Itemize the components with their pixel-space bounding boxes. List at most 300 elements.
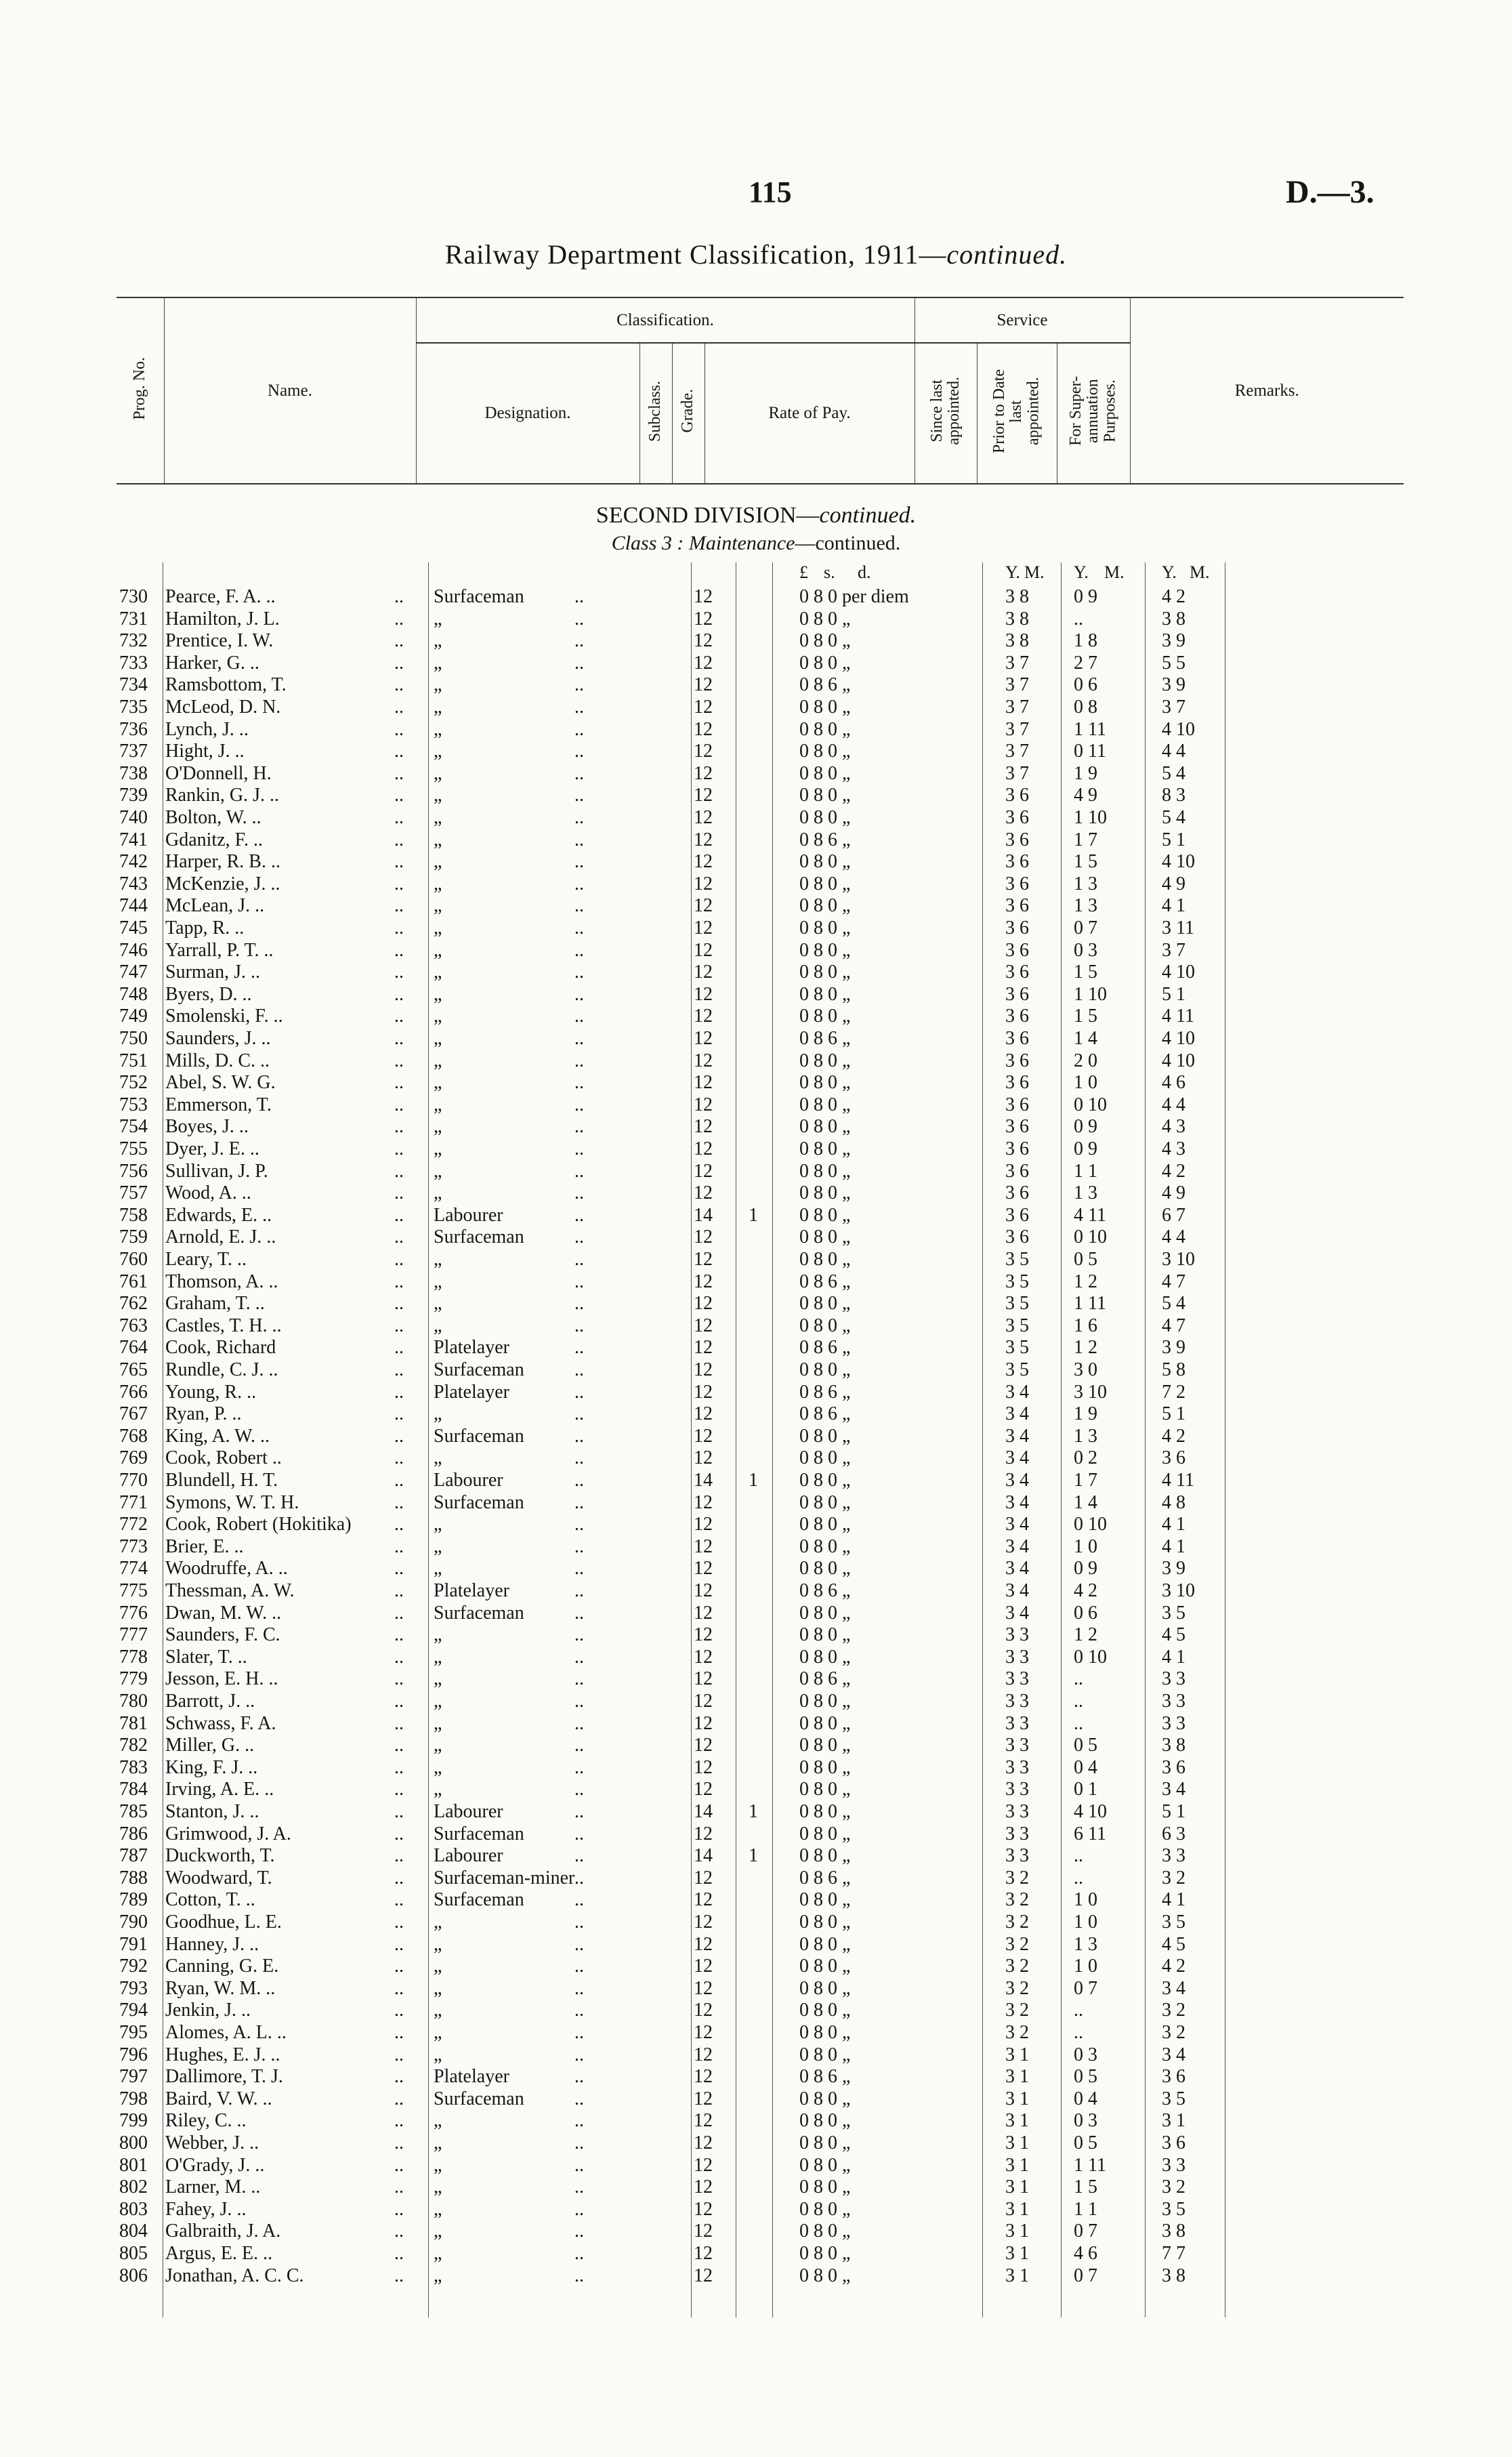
rate-of-pay-cell: 0 8 0 „ [799,1646,851,1668]
name-cell: King, F. J. .. [165,1756,258,1778]
rate-of-pay-cell: 0 8 6 „ [799,1403,851,1425]
dots: .. [394,1028,404,1049]
prior-to-date-cell: 0 4 [1074,2088,1097,2109]
prior-to-date-cell: 1 0 [1074,1912,1097,1933]
rate-of-pay-cell: 0 8 0 „ [799,807,851,828]
rate-of-pay-cell: 0 8 0 „ [799,1359,851,1380]
prior-to-date-cell: .. [1074,1845,1083,1867]
table-row [0,1249,1512,1271]
subclass-cell: 14 [694,1204,713,1226]
superannuation-cell: 3 9 [1162,674,1185,696]
dots: .. [574,1889,584,1911]
prog-no-cell: 731 [119,608,148,629]
prog-no-cell: 752 [119,1072,148,1094]
prior-to-date-cell: 0 10 [1074,1646,1107,1668]
superannuation-cell: 7 7 [1162,2243,1185,2264]
table-row [0,1138,1512,1161]
prior-to-date-cell: 1 3 [1074,873,1097,894]
dots: .. [394,807,404,828]
table-row [0,873,1512,896]
prog-no-cell: 785 [119,1801,148,1822]
dots: .. [394,1956,404,1977]
table-row [0,1912,1512,1934]
designation-cell: „ [434,1293,442,1315]
prior-to-date-cell: 1 3 [1074,895,1097,917]
name-cell: Irving, A. E. .. [165,1779,274,1800]
designation-cell: Platelayer [434,1580,509,1601]
designation-cell: „ [434,1028,442,1049]
dots: .. [394,1359,404,1380]
unit-pound: £ [799,562,808,582]
prior-to-date-cell: 1 0 [1074,1535,1097,1557]
since-last-cell: 3 4 [1005,1602,1029,1624]
designation-cell: Surfaceman [434,1889,524,1911]
dots: .. [574,1403,584,1425]
rate-of-pay-cell: 0 8 0 „ [799,2000,851,2021]
name-cell: Bolton, W. .. [165,807,261,828]
table-row [0,807,1512,829]
table-row [0,2132,1512,2155]
subclass-cell: 12 [694,2088,713,2109]
table-row [0,1823,1512,1846]
designation-cell: Platelayer [434,1381,509,1403]
since-last-cell: 3 6 [1005,1116,1029,1138]
dots: .. [574,741,584,762]
superannuation-cell: 5 1 [1162,1801,1185,1822]
name-cell: Galbraith, J. A. [165,2221,281,2242]
unit-months-since: M. [1024,562,1045,582]
table-row [0,1271,1512,1294]
superannuation-cell: 3 8 [1162,2265,1185,2286]
rate-of-pay-cell: 0 8 0 „ [799,1226,851,1248]
dots: .. [574,1204,584,1226]
rate-of-pay-cell: 0 8 0 „ [799,2132,851,2153]
superannuation-cell: 4 4 [1162,1226,1185,1248]
prog-no-cell: 733 [119,652,148,674]
dots: .. [574,1447,584,1469]
dots: .. [394,983,404,1005]
subclass-cell: 12 [694,1359,713,1380]
name-cell: Symons, W. T. H. [165,1491,299,1513]
subclass-cell: 12 [694,1668,713,1690]
superannuation-cell: 4 6 [1162,1072,1185,1094]
superannuation-cell: 3 5 [1162,1602,1185,1624]
prog-no-cell: 787 [119,1845,148,1867]
since-last-cell: 3 6 [1005,1050,1029,1071]
table-row [0,1801,1512,1823]
table-row [0,719,1512,741]
subclass-cell: 12 [694,1160,713,1182]
subclass-cell: 14 [694,1845,713,1867]
subclass-cell: 12 [694,2176,713,2198]
designation-cell: „ [434,1072,442,1094]
dots: .. [394,1867,404,1888]
prog-no-cell: 778 [119,1646,148,1668]
subclass-cell: 12 [694,807,713,828]
division-name: SECOND DIVISION— [595,503,820,528]
rate-of-pay-cell: 0 8 0 „ [799,1470,851,1491]
dots: .. [574,1823,584,1844]
name-cell: Woodward, T. [165,1867,272,1888]
header-designation: Designation. [416,343,639,484]
since-last-cell: 3 7 [1005,741,1029,762]
prior-to-date-cell: 6 11 [1074,1823,1106,1844]
dots: .. [574,1735,584,1756]
since-last-cell: 3 6 [1005,785,1029,806]
prior-to-date-cell: 1 6 [1074,1315,1097,1336]
dots: .. [394,1204,404,1226]
prior-to-date-cell: .. [1074,2022,1083,2043]
dots: .. [394,829,404,850]
prior-to-date-cell: 0 10 [1074,1226,1107,1248]
prog-no-cell: 750 [119,1028,148,1049]
name-cell: Thessman, A. W. [165,1580,295,1601]
subclass-cell: 12 [694,2265,713,2286]
since-last-cell: 3 1 [1005,2132,1029,2153]
subclass-cell: 12 [694,630,713,652]
subclass-cell: 12 [694,718,713,740]
prog-no-cell: 798 [119,2088,148,2109]
name-cell: Cook, Richard [165,1337,276,1359]
rate-of-pay-cell: 0 8 0 „ [799,1514,851,1535]
table-row [0,1713,1512,1735]
prog-no-cell: 732 [119,630,148,652]
prog-no-cell: 768 [119,1425,148,1447]
designation-cell: „ [434,697,442,718]
prior-to-date-cell: 0 11 [1074,741,1106,762]
dots: .. [574,1293,584,1315]
prior-to-date-cell: 4 10 [1074,1801,1107,1822]
designation-cell: „ [434,829,442,850]
subclass-cell: 12 [694,1956,713,1977]
rate-of-pay-cell: 0 8 0 „ [799,1735,851,1756]
table-row [0,1315,1512,1338]
table-row [0,1934,1512,1956]
subclass-cell: 12 [694,2154,713,2176]
table-row [0,1161,1512,1183]
name-cell: Ryan, P. .. [165,1403,242,1425]
dots: .. [574,2044,584,2065]
name-cell: Miller, G. .. [165,1735,255,1756]
designation-cell: „ [434,630,442,652]
since-last-cell: 3 4 [1005,1403,1029,1425]
rate-of-pay-cell: 0 8 0 „ [799,2110,851,2132]
title-continued: continued. [946,239,1068,270]
rate-of-pay-cell: 0 8 0 „ [799,2022,851,2043]
table-row [0,1845,1512,1867]
table-row [0,851,1512,873]
table-row [0,1226,1512,1249]
prog-no-cell: 806 [119,2265,148,2286]
superannuation-cell: 4 2 [1162,586,1185,607]
name-cell: Smolenski, F. .. [165,1006,283,1027]
since-last-cell: 3 7 [1005,652,1029,674]
dots: .. [394,1006,404,1027]
prog-no-cell: 740 [119,807,148,828]
superannuation-cell: 3 8 [1162,608,1185,629]
name-cell: McKenzie, J. .. [165,873,280,894]
prior-to-date-cell: 1 2 [1074,1624,1097,1646]
since-last-cell: 3 1 [1005,2198,1029,2220]
name-cell: Gdanitz, F. .. [165,829,263,850]
table-row [0,1647,1512,1669]
table-row [0,2044,1512,2067]
table-row [0,1182,1512,1205]
designation-cell: „ [434,939,442,961]
dots: .. [394,2110,404,2132]
prog-no-cell: 797 [119,2066,148,2088]
table-row [0,608,1512,631]
superannuation-cell: 4 11 [1162,1470,1194,1491]
prior-to-date-cell: 0 5 [1074,1249,1097,1270]
designation-cell: „ [434,1249,442,1270]
rate-of-pay-cell: 0 8 6 „ [799,1668,851,1690]
name-cell: Barrott, J. .. [165,1691,255,1712]
dots: .. [574,1116,584,1138]
subclass-cell: 12 [694,1823,713,1844]
rate-of-pay-cell: 0 8 0 „ [799,1823,851,1844]
class-prefix: Class 3 : [611,532,689,554]
designation-cell: „ [434,895,442,917]
dots: .. [394,1580,404,1601]
dots: .. [574,1271,584,1292]
rate-of-pay-cell: 0 8 0 „ [799,983,851,1005]
name-cell: Cotton, T. .. [165,1889,255,1911]
prog-no-cell: 746 [119,939,148,961]
prior-to-date-cell: 2 0 [1074,1050,1097,1071]
name-cell: Tapp, R. .. [165,917,245,938]
since-last-cell: 3 6 [1005,1204,1029,1226]
dots: .. [574,652,584,674]
rate-of-pay-cell: 0 8 0 „ [799,1182,851,1204]
name-cell: Hamilton, J. L. [165,608,280,629]
name-cell: Mills, D. C. .. [165,1050,270,1071]
dots: .. [574,2221,584,2242]
prog-no-cell: 741 [119,829,148,850]
designation-cell: Surfaceman [434,1491,524,1513]
dots: .. [574,586,584,607]
header-for-superannuation: For Super- annuation Purposes. [1057,343,1130,484]
superannuation-cell: 3 9 [1162,1558,1185,1580]
prior-to-date-cell: 4 2 [1074,1580,1097,1601]
dots: .. [394,962,404,983]
designation-cell: Surfaceman [434,2088,524,2109]
grade-cell: 1 [749,1845,758,1867]
superannuation-cell: 3 3 [1162,1668,1185,1690]
name-cell: McLean, J. .. [165,895,265,917]
prior-to-date-cell: .. [1074,1668,1083,1690]
prior-to-date-cell: 0 10 [1074,1094,1107,1115]
rate-of-pay-cell: 0 8 6 „ [799,1867,851,1888]
superannuation-cell: 8 3 [1162,785,1185,806]
dots: .. [394,1756,404,1778]
prior-to-date-cell: 1 3 [1074,1182,1097,1204]
designation-cell: „ [434,1271,442,1292]
dots: .. [394,917,404,938]
designation-cell: „ [434,1006,442,1027]
name-cell: Riley, C. .. [165,2110,247,2132]
rate-of-pay-cell: 0 8 0 „ [799,873,851,894]
name-cell: Dyer, J. E. .. [165,1138,259,1159]
prior-to-date-cell: 0 9 [1074,1558,1097,1580]
prior-to-date-cell: 1 1 [1074,1160,1097,1182]
designation-cell: Surfaceman [434,586,524,607]
subclass-cell: 12 [694,2066,713,2088]
grade-cell: 1 [749,1204,758,1226]
table-row [0,2155,1512,2177]
prior-to-date-cell: 1 3 [1074,1425,1097,1447]
designation-cell: „ [434,1624,442,1646]
since-last-cell: 3 3 [1005,1691,1029,1712]
dots: .. [394,1912,404,1933]
prog-no-cell: 771 [119,1491,148,1513]
since-last-cell: 3 2 [1005,1977,1029,1999]
dots: .. [574,1867,584,1888]
prog-no-cell: 753 [119,1094,148,1115]
unit-years-super: Y. [1162,562,1177,582]
designation-cell: „ [434,2198,442,2220]
prior-to-date-cell: 1 7 [1074,829,1097,850]
prior-to-date-cell: 1 11 [1074,718,1106,740]
prior-to-date-cell: 1 4 [1074,1491,1097,1513]
dots: .. [394,1801,404,1822]
dots: .. [574,2154,584,2176]
prog-no-cell: 777 [119,1624,148,1646]
dots: .. [394,630,404,652]
since-last-cell: 3 6 [1005,1006,1029,1027]
prog-no-cell: 767 [119,1403,148,1425]
superannuation-cell: 3 8 [1162,2221,1185,2242]
dots: .. [574,630,584,652]
name-cell: Cook, Robert .. [165,1447,282,1469]
name-cell: Rankin, G. J. .. [165,785,279,806]
prog-no-cell: 759 [119,1226,148,1248]
subclass-cell: 12 [694,829,713,850]
prior-to-date-cell: .. [1074,2000,1083,2021]
dots: .. [394,1226,404,1248]
table-row [0,1624,1512,1647]
dots: .. [394,2221,404,2242]
subclass-cell: 12 [694,1580,713,1601]
since-last-cell: 3 4 [1005,1580,1029,1601]
designation-cell: „ [434,1912,442,1933]
page-number: 115 [749,176,792,209]
subclass-cell: 12 [694,674,713,696]
since-last-cell: 3 2 [1005,1889,1029,1911]
prog-no-cell: 769 [119,1447,148,1469]
dots: .. [394,1691,404,1712]
dots: .. [394,939,404,961]
superannuation-cell: 3 5 [1162,1912,1185,1933]
rate-of-pay-cell: 0 8 0 „ [799,2088,851,2109]
since-last-cell: 3 3 [1005,1801,1029,1822]
class-name: Maintenance [688,532,795,554]
since-last-cell: 3 8 [1005,630,1029,652]
subclass-cell: 12 [694,895,713,917]
name-cell: Thomson, A. .. [165,1271,278,1292]
grade-cell: 1 [749,1470,758,1491]
prog-no-cell: 802 [119,2176,148,2198]
prog-no-cell: 763 [119,1315,148,1336]
subclass-cell: 12 [694,2132,713,2153]
superannuation-cell: 3 4 [1162,2044,1185,2065]
prog-no-cell: 792 [119,1956,148,1977]
prog-no-cell: 794 [119,2000,148,2021]
subclass-cell: 12 [694,1691,713,1712]
superannuation-cell: 3 6 [1162,2132,1185,2153]
rate-of-pay-cell: 0 8 6 „ [799,829,851,850]
rate-of-pay-cell: 0 8 0 „ [799,1956,851,1977]
since-last-cell: 3 6 [1005,1226,1029,1248]
prog-no-cell: 781 [119,1712,148,1734]
superannuation-cell: 3 10 [1162,1580,1195,1601]
since-last-cell: 3 2 [1005,1867,1029,1888]
table-row [0,917,1512,940]
name-cell: Boyes, J. .. [165,1116,249,1138]
class-title [0,532,1512,555]
table-row [0,653,1512,675]
prior-to-date-cell: 1 0 [1074,1956,1097,1977]
subclass-cell: 12 [694,1867,713,1888]
prior-to-date-cell: 4 6 [1074,2243,1097,2264]
name-cell: Edwards, E. .. [165,1204,272,1226]
prog-no-cell: 739 [119,785,148,806]
dots: .. [394,1779,404,1800]
prior-to-date-cell: 1 0 [1074,1889,1097,1911]
dots: .. [574,1337,584,1359]
subclass-cell: 12 [694,652,713,674]
table-row [0,1867,1512,1890]
dots: .. [574,1491,584,1513]
since-last-cell: 3 1 [1005,2088,1029,2109]
since-last-cell: 3 6 [1005,895,1029,917]
subclass-cell: 12 [694,2243,713,2264]
superannuation-cell: 4 3 [1162,1138,1185,1159]
designation-cell: „ [434,962,442,983]
grade-cell: 1 [749,1801,758,1822]
designation-cell: Surfaceman [434,1425,524,1447]
prior-to-date-cell: 1 7 [1074,1470,1097,1491]
header-prior-to-date: Prior to Date last appointed. [977,343,1057,484]
prior-to-date-cell: 4 11 [1074,1204,1106,1226]
name-cell: Harker, G. .. [165,652,259,674]
prior-to-date-cell: 1 5 [1074,1006,1097,1027]
name-cell: Grimwood, J. A. [165,1823,291,1844]
superannuation-cell: 3 7 [1162,939,1185,961]
subclass-cell: 12 [694,983,713,1005]
superannuation-cell: 4 4 [1162,1094,1185,1115]
subclass-cell: 12 [694,1624,713,1646]
dots: .. [394,652,404,674]
header-name: Name. [164,297,416,484]
prior-to-date-cell: 1 3 [1074,1933,1097,1955]
dots: .. [394,1072,404,1094]
dots: .. [394,1668,404,1690]
prog-no-cell: 766 [119,1381,148,1403]
name-cell: Goodhue, L. E. [165,1912,282,1933]
table-row [0,785,1512,807]
prog-no-cell: 748 [119,983,148,1005]
designation-cell: „ [434,2132,442,2153]
subclass-cell: 12 [694,586,713,607]
superannuation-cell: 4 7 [1162,1271,1185,1292]
dots: .. [574,1138,584,1159]
table-row [0,1403,1512,1426]
dots: .. [394,608,404,629]
header-service: Service [915,297,1130,343]
designation-cell: „ [434,873,442,894]
table-row [0,1580,1512,1603]
